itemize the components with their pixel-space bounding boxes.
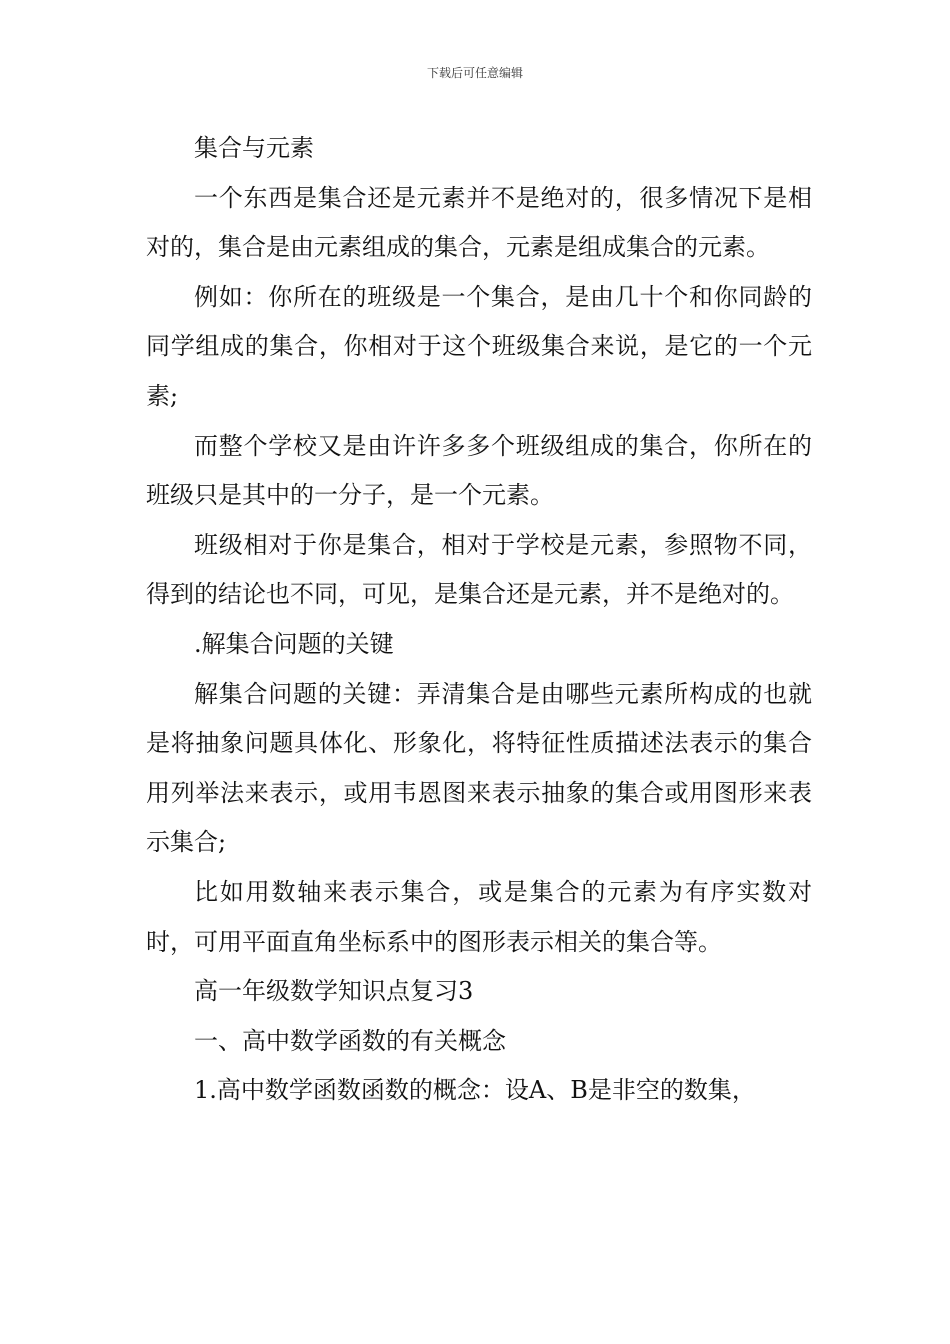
paragraph: 一个东西是集合还是元素并不是绝对的，很多情况下是相对的，集合是由元素组成的集合，元素是组成集合的元素。: [146, 183, 812, 262]
paragraph: 解集合问题的关键：弄清集合是由哪些元素所构成的也就是将抽象问题具体化、形象化，将特征性质描述法表示的集合用列举法来表示，或用韦恩图来表示抽象的集合或用图形来表示集合;: [146, 679, 812, 857]
paragraph: 1.高中数学函数函数的概念：设A、B是非空的数集，: [194, 1076, 756, 1105]
section-heading-function-concepts: 一、高中数学函数的有关概念: [194, 1026, 506, 1055]
document-body: [146, 124, 812, 1116]
paragraph: 班级相对于你是集合，相对于学校是元素，参照物不同，得到的结论也不同，可见，是集合还是元素，并不是绝对的。: [146, 530, 812, 609]
paragraph: 而整个学校又是由许许多多个班级组成的集合，你所在的班级只是其中的一分子，是一个元素。: [146, 431, 812, 510]
page-header: 下载后可任意编辑: [426, 66, 523, 80]
paragraph: 例如：你所在的班级是一个集合，是由几十个和你同龄的同学组成的集合，你相对于这个班级集合来说，是它的一个元素;: [146, 282, 812, 410]
section-heading-sets-and-elements: 集合与元素: [194, 134, 314, 162]
section-heading-key-to-set-problems: .解集合问题的关键: [194, 629, 394, 658]
paragraph: 比如用数轴来表示集合，或是集合的元素为有序实数对时，可用平面直角坐标系中的图形表示相关的集合等。: [146, 877, 812, 956]
section-heading-review-3: 高一年级数学知识点复习3: [194, 977, 474, 1006]
